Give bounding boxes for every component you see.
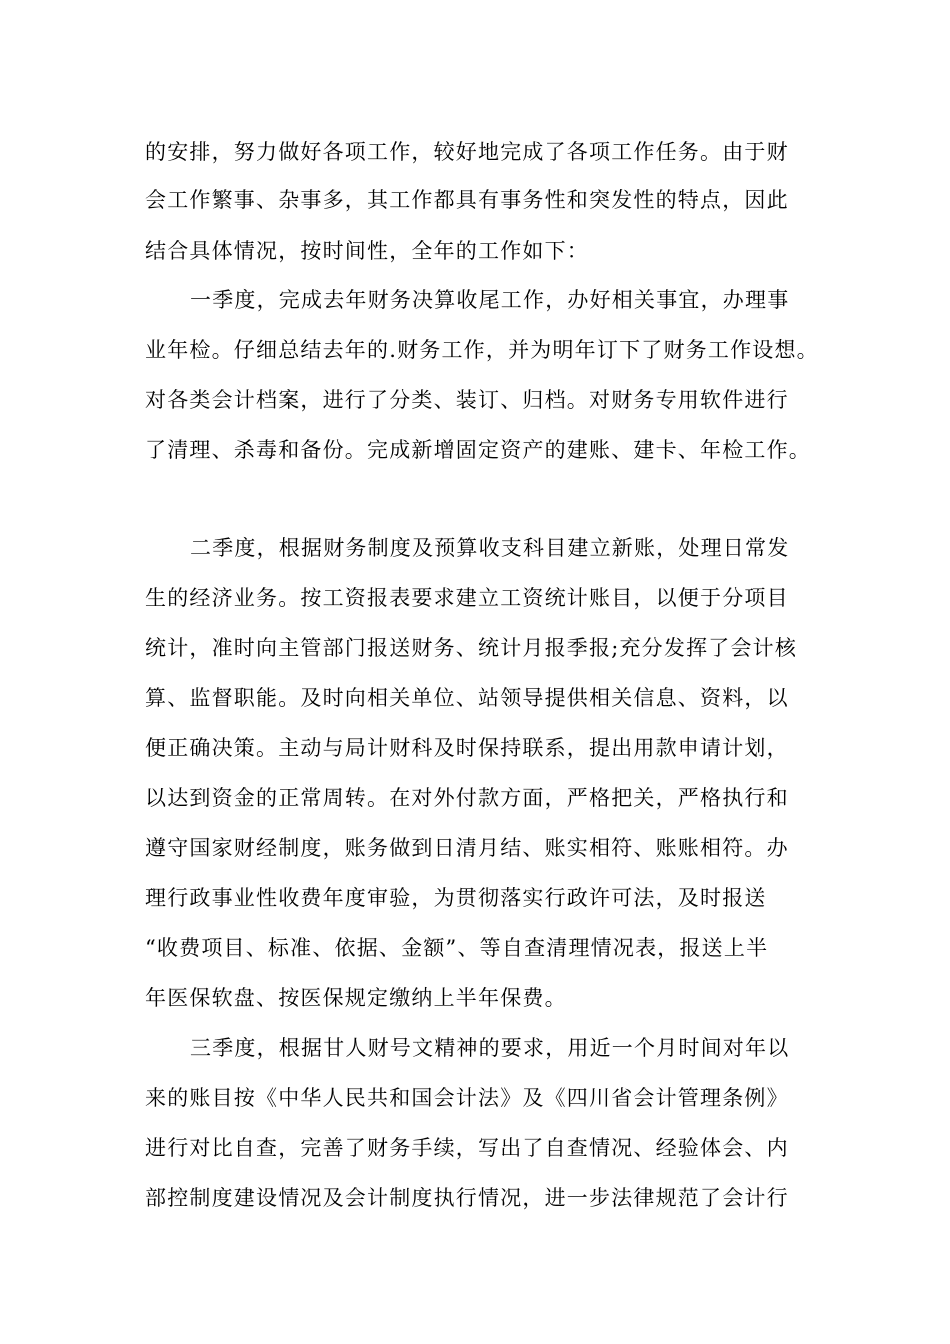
paragraph-3-line-8: 理行政事业性收费年度审验，为贯彻落实行政许可法，及时报送 xyxy=(145,886,767,910)
paragraph-3-line-7: 遵守国家财经制度，账务做到日清月结、账实相符、账账相符。办 xyxy=(145,836,789,860)
paragraph-2-line-1: 一季度，完成去年财务决算收尾工作，办好相关事宜，办理事 xyxy=(190,288,790,312)
paragraph-4-line-3: 进行对比自查，完善了财务手续，写出了自查情况、经验体会、内 xyxy=(145,1136,789,1160)
paragraph-2-line-3: 对各类会计档案，进行了分类、装订、归档。对财务专用软件进行 xyxy=(145,388,789,412)
paragraph-3-line-1: 二季度，根据财务制度及预算收支科目建立新账，处理日常发 xyxy=(190,536,790,560)
paragraph-4-line-1: 三季度，根据甘人财号文精神的要求，用近一个月时间对年以 xyxy=(190,1036,790,1060)
paragraph-2-line-2: 业年检。仔细总结去年的.财务工作，并为明年订下了财务工作设想。 xyxy=(145,338,819,362)
paragraph-4-line-2: 来的账目按《中华人民共和国会计法》及《四川省会计管理条例》 xyxy=(145,1086,789,1110)
paragraph-3-line-6: 以达到资金的正常周转。在对外付款方面，严格把关，严格执行和 xyxy=(145,786,789,810)
paragraph-3-line-10: 年医保软盘、按医保规定缴纳上半年保费。 xyxy=(145,986,567,1010)
paragraph-3-line-4: 算、监督职能。及时向相关单位、站领导提供相关信息、资料，以 xyxy=(145,686,789,710)
paragraph-3-line-5: 便正确决策。主动与局计财科及时保持联系，提出用款申请计划， xyxy=(145,736,789,760)
paragraph-1-line-2: 会工作繁事、杂事多，其工作都具有事务性和突发性的特点，因此 xyxy=(145,188,789,212)
paragraph-2-line-4: 了清理、杀毒和备份。完成新增固定资产的建账、建卡、年检工作。 xyxy=(145,438,811,462)
paragraph-3-line-2: 生的经济业务。按工资报表要求建立工资统计账目，以便于分项目 xyxy=(145,586,789,610)
paragraph-3-line-3: 统计，准时向主管部门报送财务、统计月报季报;充分发挥了会计核 xyxy=(145,636,798,660)
paragraph-1-line-3: 结合具体情况，按时间性，全年的工作如下： xyxy=(145,239,589,263)
paragraph-1-line-1: 的安排，努力做好各项工作，较好地完成了各项工作任务。由于财 xyxy=(145,140,789,164)
paragraph-4-line-4: 部控制度建设情况及会计制度执行情况，进一步法律规范了会计行 xyxy=(145,1186,789,1210)
paragraph-3-line-9: “收费项目、标准、依据、金额”、等自查清理情况表，报送上半 xyxy=(145,936,769,960)
